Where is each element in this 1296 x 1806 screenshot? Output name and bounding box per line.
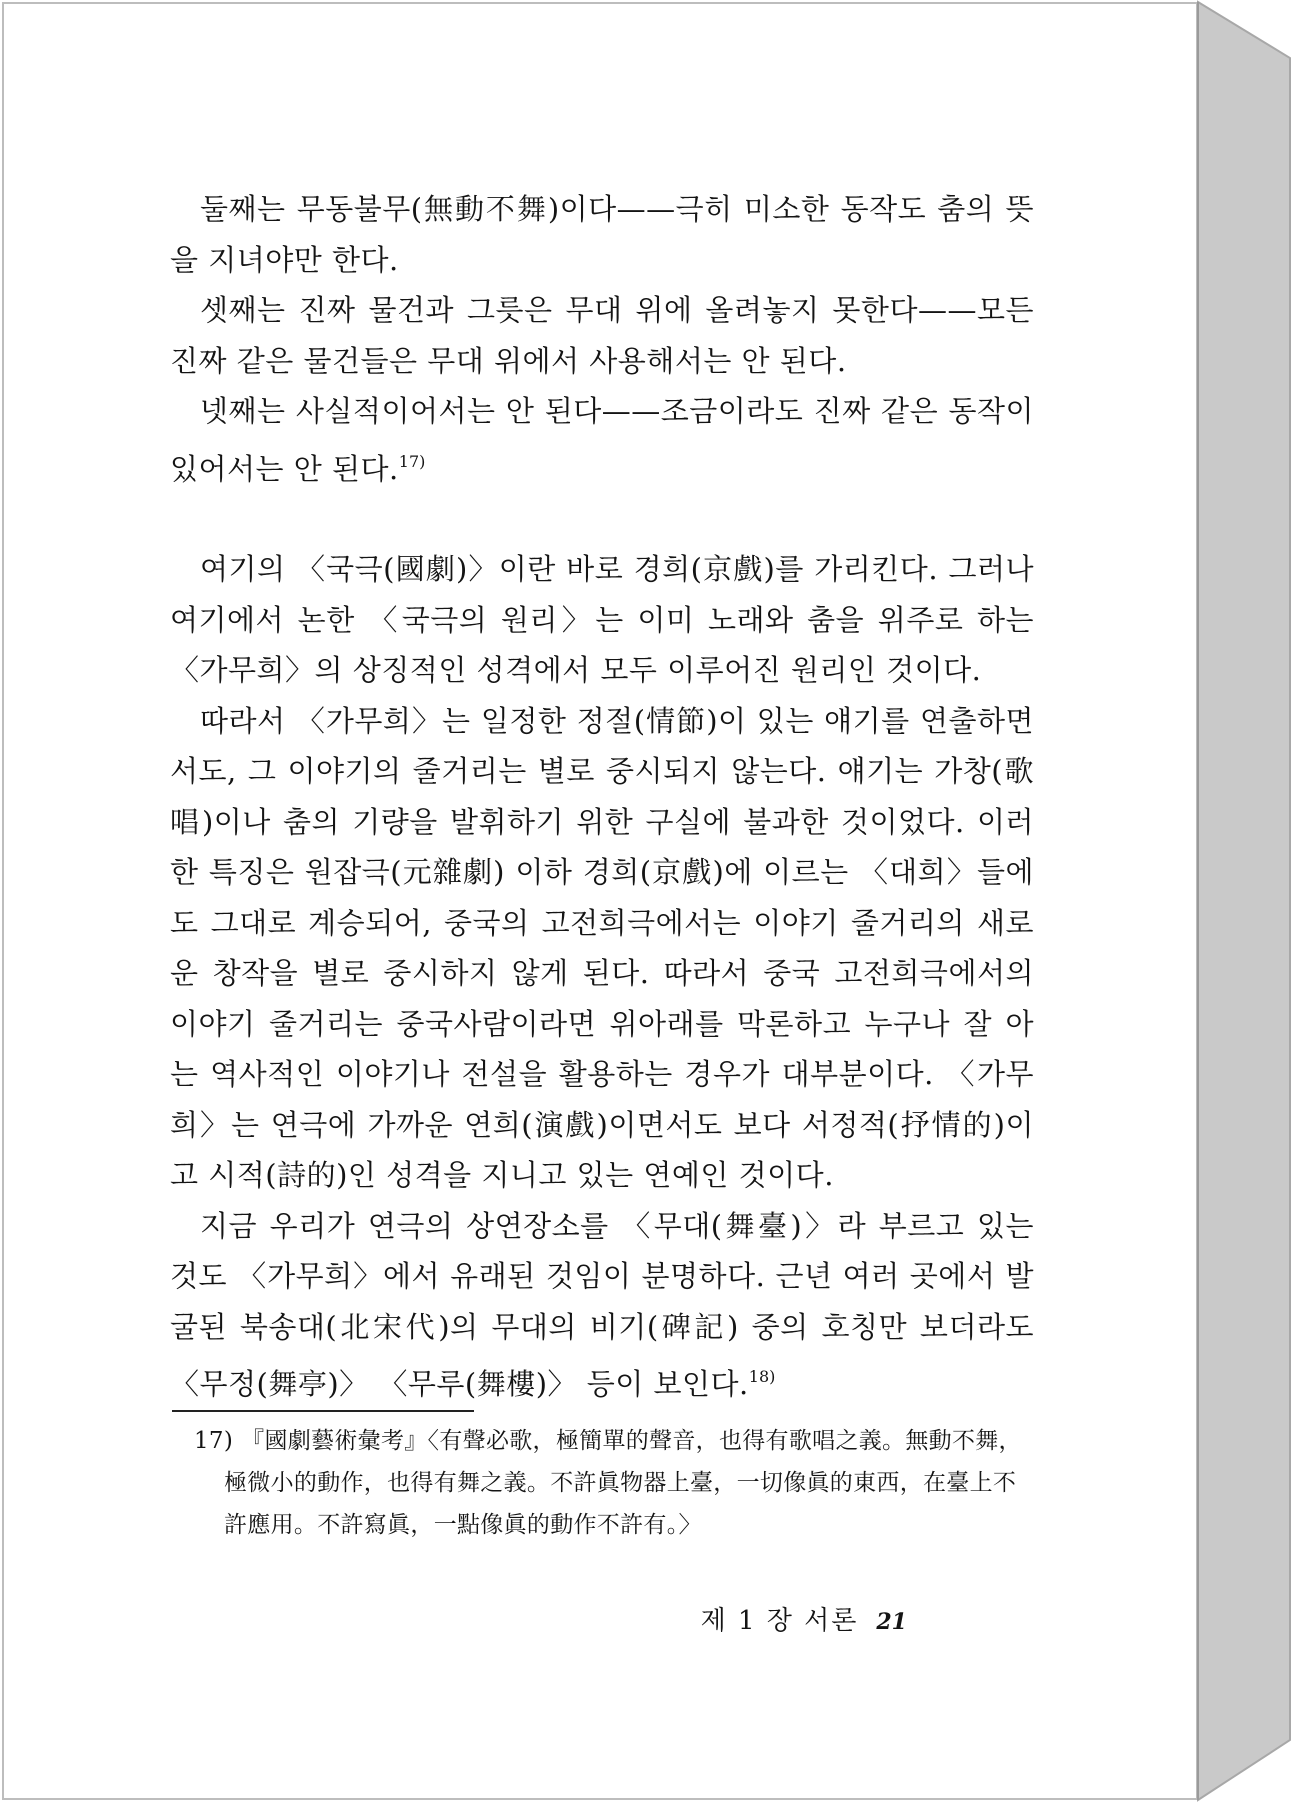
paragraph-text: 둘째는 무동불무(無動不舞)이다——극히 미소한 동작도 춤의 뜻을 지녀야만 한다. bbox=[170, 192, 1034, 277]
page-number: 21 bbox=[876, 1609, 907, 1635]
footnote-reference: 17) bbox=[398, 451, 426, 471]
paragraph-text: 따라서 〈가무희〉는 일정한 정절(情節)이 있는 얘기를 연출하면서도, 그 이야기의 줄거리는 별로 중시되지 않는다. 얘기는 가창(歌唱)이나 춤의 기량을 발휘하기 위한 구실에 불과한 것이었다. 이러한 특징은 원잡극(元雜劇) 이하 경희(京戲)에 이르는 〈대희〉들에도 그대로 계승되어, 중국의 고전희극에서는 이야기 줄거리의 새로운 창작을 별로 중시하지 않게 된다. 따라서 중국 고전희극에서의 이야기 줄거리는 중국사람이라면 위아래를 막론하고 누구나 잘 아는 역사적인 이야기나 전설을 활용하는 경우가 대부분이다. 〈가무희〉는 연극에 가까운 연희(演戲)이면서도 보다 서정적(抒情的)이고 시적(詩的)인 성격을 지니고 있는 연예인 것이다. bbox=[170, 703, 1034, 1192]
footnote-number: 17) bbox=[194, 1428, 234, 1454]
footnote-reference: 18) bbox=[748, 1367, 776, 1386]
chapter-title: 제 1 장 서론 bbox=[700, 1606, 859, 1636]
paragraph-text: 넷째는 사실적이어서는 안 된다——조금이라도 진짜 같은 동작이 있어서는 안 된다. bbox=[170, 394, 1034, 486]
paragraph-text: 여기의 〈국극(國劇)〉이란 바로 경희(京戲)를 가리킨다. 그러나 여기에서 논한 〈국극의 원리〉는 이미 노래와 춤을 위주로 하는 〈가무희〉의 상징적인 성격에서 모두 이루어진 원리인 것이다. bbox=[170, 552, 1034, 687]
paragraph-text: 셋째는 진짜 물건과 그릇은 무대 위에 올려놓지 못한다——모든 진짜 같은 물건들은 무대 위에서 사용해서는 안 된다. bbox=[170, 293, 1034, 378]
paragraph-text: 지금 우리가 연극의 상연장소를 〈무대(舞臺)〉라 부르고 있는 것도 〈가무희〉에서 유래된 것임이 분명하다. 근년 여러 곳에서 발굴된 북송대(北宋代)의 무대의 비기(碑記) 중의 호칭만 보더라도 〈무정(舞亭)〉 〈무루(舞樓)〉 등이 보인다. bbox=[170, 1208, 1034, 1401]
footnote-text: 『國劇藝術彙考』〈有聲必歌，極簡單的聲音，也得有歌唱之義。無動不舞， bbox=[241, 1428, 1022, 1454]
footnote-text: 極微小的動作，也得有舞之義。不許眞物器上臺，一切像眞的東西，在臺上不許應用。不許寫眞，一點像眞的動作不許有。〉 bbox=[224, 1470, 1017, 1538]
